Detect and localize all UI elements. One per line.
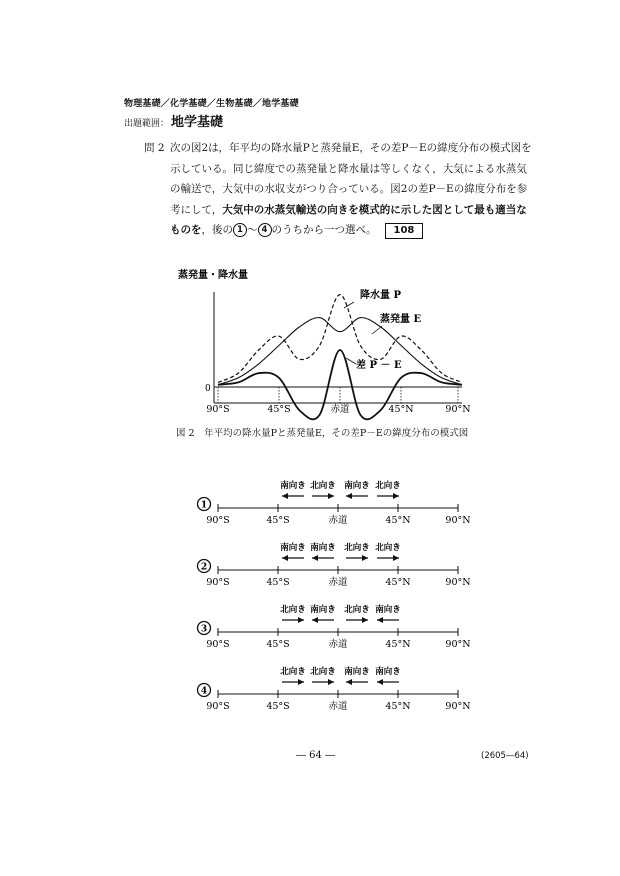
range-separator: ～ (247, 224, 258, 236)
x-tick-label: 45°N (388, 404, 414, 415)
question-text-part2: ，後の (201, 224, 233, 236)
question-text-bold: 大気中の水蒸気輸送の向きを模式的に示した図として最も適当なものを (170, 203, 527, 236)
option-axis-label: 45°S (266, 515, 290, 526)
option-axis-label: 90°S (206, 639, 230, 650)
option-4[interactable] (198, 666, 471, 712)
arrow-left-icon (282, 555, 288, 561)
option-number: 1 (200, 500, 208, 511)
arrow-right-icon (298, 679, 304, 685)
direction-label: 北向き (375, 543, 401, 553)
arrow-left-icon (282, 493, 288, 499)
direction-label: 北向き (375, 481, 401, 491)
arrow-right-icon (362, 617, 368, 623)
direction-label: 北向き (344, 543, 370, 553)
direction-label: 北向き (344, 605, 370, 615)
choice-last-marker: 4 (258, 223, 272, 237)
option-axis-label: 45°N (385, 701, 411, 712)
option-axis-label: 90°S (206, 515, 230, 526)
direction-label: 南向き (280, 543, 306, 553)
x-tick-label: 赤道 (330, 404, 350, 415)
x-tick-label: 90°N (445, 404, 471, 415)
direction-label: 北向き (280, 667, 306, 677)
option-axis-label: 45°S (266, 701, 290, 712)
zero-label: 0 (205, 384, 211, 394)
option-axis-label: 90°N (445, 577, 471, 588)
y-axis-label: 蒸発量・降水量 (178, 270, 248, 281)
direction-label: 南向き (375, 605, 401, 615)
option-number: 3 (200, 624, 208, 635)
arrow-left-icon (377, 679, 383, 685)
arrow-left-icon (312, 617, 318, 623)
exam-range-label: 出題範囲： (124, 119, 170, 129)
option-number: 2 (200, 562, 208, 573)
exam-range-value: 地学基礎 (171, 115, 224, 130)
direction-label: 北向き (280, 605, 306, 615)
choice-first-marker: 1 (233, 223, 247, 237)
direction-label: 北向き (310, 481, 336, 491)
direction-label: 南向き (344, 481, 370, 491)
option-axis-label: 赤道 (328, 639, 348, 650)
direction-label: 南向き (344, 667, 370, 677)
figure-caption-prefix: 図 2 (176, 428, 195, 439)
arrow-right-icon (328, 493, 334, 499)
question-number: 問 2 (144, 142, 165, 154)
exam-code: (2605―64) (481, 751, 529, 761)
label-precip: 降水量 P (360, 290, 402, 301)
option-axis-label: 90°N (445, 515, 471, 526)
option-axis-label: 赤道 (328, 577, 348, 588)
arrow-right-icon (362, 555, 368, 561)
direction-label: 北向き (310, 667, 336, 677)
question-text-part1: 次の図2は，年平均の降水量Pと蒸発量E，その差P－Eの緯度分布の模式図を示している。同じ緯度での蒸発量と降水量は等しくなく，大気による水蒸気の輸送で，大気中の水収支がつり合っている。図2の差P－Eの緯度分布を参考にして， (170, 142, 532, 216)
option-axis-label: 45°N (385, 577, 411, 588)
figure-caption-text: 年平均の降水量Pと蒸発量E，その差P－Eの緯度分布の模式図 (204, 428, 469, 439)
arrow-right-icon (393, 555, 399, 561)
option-axis-label: 45°S (266, 639, 290, 650)
x-tick-label: 90°S (206, 404, 230, 415)
arrow-right-icon (298, 617, 304, 623)
option-3[interactable] (198, 604, 471, 650)
option-1[interactable] (198, 480, 471, 526)
arrow-right-icon (328, 679, 334, 685)
option-2[interactable] (198, 542, 471, 588)
label-evap: 蒸発量 E (380, 314, 422, 325)
x-tick-label: 45°S (267, 404, 291, 415)
option-axis-label: 45°N (385, 639, 411, 650)
option-axis-label: 90°N (445, 701, 471, 712)
question-text-part3: のうちから一つ選べ。 (271, 224, 377, 236)
arrow-left-icon (377, 617, 383, 623)
arrow-left-icon (346, 679, 352, 685)
direction-label: 南向き (310, 543, 336, 553)
answer-number-box[interactable]: 108 (385, 223, 424, 239)
arrow-left-icon (346, 493, 352, 499)
label-diff: 差 P － E (356, 360, 402, 371)
direction-label: 南向き (280, 481, 306, 491)
subjects-header: 物理基礎／化学基礎／生物基礎／地学基礎 (124, 99, 299, 109)
direction-label: 南向き (310, 605, 336, 615)
option-axis-label: 90°S (206, 701, 230, 712)
option-axis-label: 45°N (385, 515, 411, 526)
option-axis-label: 90°N (445, 639, 471, 650)
arrow-left-icon (312, 555, 318, 561)
option-axis-label: 赤道 (328, 515, 348, 526)
option-axis-label: 45°S (266, 577, 290, 588)
option-number: 4 (200, 686, 208, 697)
direction-label: 南向き (375, 667, 401, 677)
option-axis-label: 90°S (206, 577, 230, 588)
arrow-right-icon (393, 493, 399, 499)
option-axis-label: 赤道 (328, 701, 348, 712)
page-number: ― 64 ― (296, 750, 336, 761)
